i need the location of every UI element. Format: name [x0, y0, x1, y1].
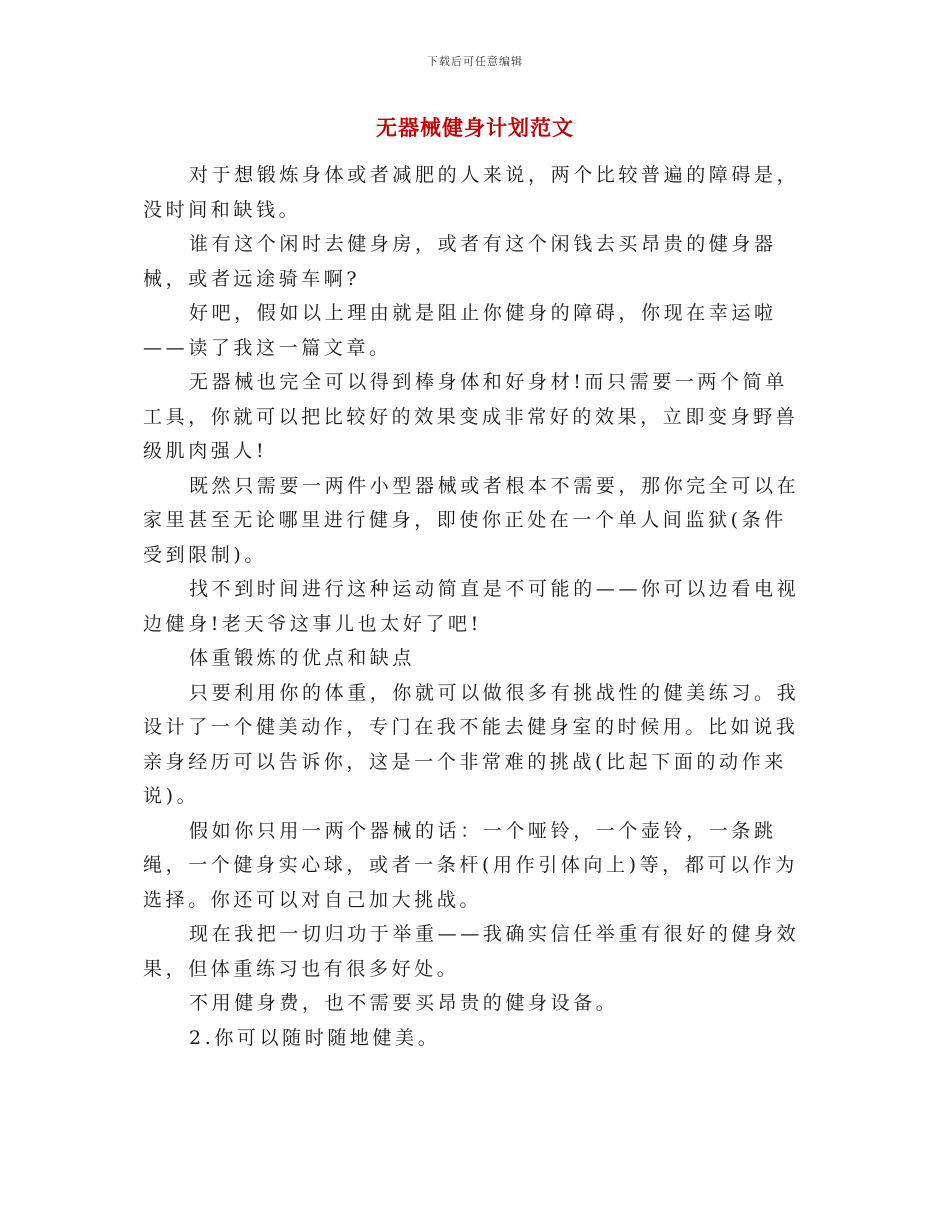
paragraph: 谁有这个闲时去健身房，或者有这个闲钱去买昂贵的健身器械，或者远途骑车啊?: [143, 233, 777, 290]
paragraph: 找不到时间进行这种运动简直是不可能的——你可以边看电视边健身!老天爷这事儿也太好了吧!: [143, 578, 800, 635]
paragraph: 不用健身费，也不需要买昂贵的健身设备。: [189, 992, 619, 1014]
paragraph: 既然只需要一两件小型器械或者根本不需要，那你完全可以在家里甚至无论哪里进行健身，即使你正处在一个单人间监狱(条件受到限制)。: [143, 474, 800, 566]
paragraph: 假如你只用一两个器械的话：一个哑铃，一个壶铃，一条跳绳，一个健身实心球，或者一条杆(用作引体向上)等，都可以作为选择。你还可以对自己加大挑战。: [143, 819, 798, 911]
header-note: 下载后可任意编辑: [427, 55, 523, 68]
document-body: [143, 158, 808, 1055]
document-title: 无器械健身计划范文: [376, 115, 574, 140]
paragraph: 无器械也完全可以得到棒身体和好身材!而只需要一两个简单工具，你就可以把比较好的效果变成非常好的效果，立即变身野兽级肌肉强人!: [143, 371, 799, 462]
paragraph: 现在我把一切归功于举重——我确实信任举重有很好的健身效果，但体重练习也有很多好处。: [143, 923, 800, 980]
paragraph: 对于想锻炼身体或者减肥的人来说，两个比较普遍的障碍是，没时间和缺钱。: [143, 164, 800, 221]
list-item: 2.你可以随时随地健美。: [189, 1026, 441, 1049]
paragraph: 好吧，假如以上理由就是阻止你健身的障碍，你现在幸运啦——读了我这一篇文章。: [143, 302, 777, 359]
paragraph: 只要利用你的体重，你就可以做很多有挑战性的健美练习。我设计了一个健美动作，专门在我不能去健身室的时候用。比如说我亲身经历可以告诉你，这是一个非常难的挑战(比起下面的动作来说)。: [143, 681, 800, 807]
section-heading: 体重锻炼的优点和缺点: [189, 647, 416, 669]
